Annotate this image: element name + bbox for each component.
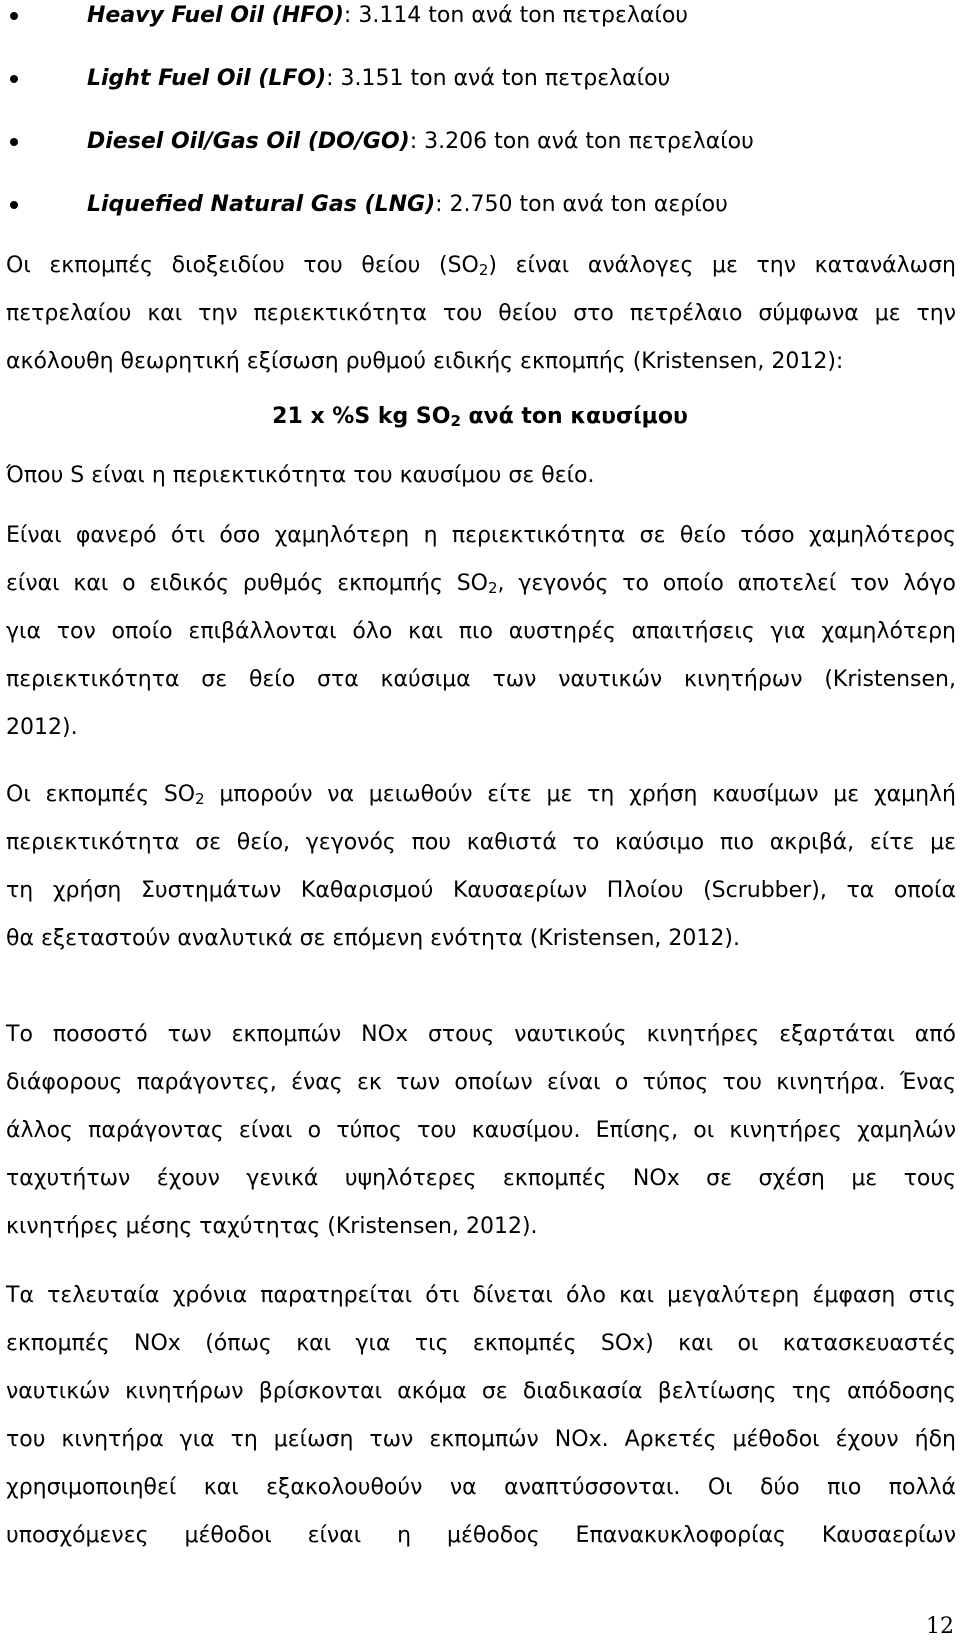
fuel-factor: : 2.750 ton ανά ton αερίου — [435, 192, 728, 217]
bullet-icon — [10, 138, 18, 146]
bullet-icon — [10, 201, 18, 209]
bullet-icon — [10, 75, 18, 83]
emission-formula: 21 x %S kg $SO_2$ ανά ton καυσίμου — [272, 404, 688, 430]
page-number: 12 — [926, 1614, 954, 1639]
fuel-factor: : 3.114 ton ανά ton πετρελαίου — [343, 3, 689, 28]
low-sulfur-paragraph: Είναι φανερό ότι όσο χαμηλότερη η περιεκτικότητα σε θείο τόσο χαμηλότερος είναι και ο ειδικός ρυθμός εκπομπής $SO_2$, γεγονός το οποίο αποτελεί τον λόγο για τον οποίο επιβάλλονται όλο και πιο αυστηρές απαιτήσεις για χαμηλότερη περιεκτικότητα σε θείο στα καύσιμα των ναυτικών κινητήρων (Kristensen, 2012). — [6, 523, 956, 740]
sulfur-definition: Όπου S είναι η περιεκτικότητα του καυσίμου σε θείο. — [6, 463, 595, 488]
fuel-name: Diesel Oil/Gas Oil (DO/GO) — [87, 129, 410, 154]
bullet-icon — [10, 12, 18, 20]
fuel-name: Heavy Fuel Oil (HFO) — [87, 3, 344, 28]
nox-paragraph: Το ποσοστό των εκπομπών NOx στους ναυτικούς κινητήρες εξαρτάται από διάφορους παράγοντες, ένας εκ των οποίων είναι ο τύπος του κινητήρα. Ένας άλλος παράγοντας είναι ο τύπος του καυσίμου. Επίσης, οι κινητήρες χαμηλών ταχυτήτων έχουν γενικά υψηλότερες εκπομπές NOx σε σχέση με τους κινητήρες μέσης ταχύτητας (Kristensen, 2012). — [6, 1022, 956, 1239]
so2-reduction-paragraph: Οι εκπομπές $SO_2$ μπορούν να μειωθούν είτε με τη χρήση καυσίμων με χαμηλή περιεκτικότητα σε θείο, γεγονός που καθιστά το καύσιμο πιο ακριβά, είτε με τη χρήση Συστημάτων Καθαρισμού Καυσαερίων Πλοίου (Scrubber), τα οποία θα εξεταστούν αναλυτικά σε επόμενη ενότητα (Kristensen, 2012). — [6, 782, 956, 951]
fuel-name: Liquefied Natural Gas (LNG) — [87, 192, 436, 217]
recent-years-paragraph: Τα τελευταία χρόνια παρατηρείται ότι δίνεται όλο και μεγαλύτερη έμφαση στις εκπομπές NOx (όπως και για τις εκπομπές SOx) και οι κατασκευαστές ναυτικών κινητήρων βρίσκονται ακόμα σε διαδικασία βελτίωσης της απόδοσης του κινητήρα για τη μείωση των εκπομπών NOx. Αρκετές μέθοδοι έχουν ήδη χρησιμοποιηθεί και εξακολουθούν να αναπτύσσονται. Οι δύο πιο πολλά υποσχόμενες μέθοδοι είναι η μέθοδος Επανακυκλοφορίας Καυσαερίων — [6, 1283, 956, 1548]
fuel-factor: : 3.206 ton ανά ton πετρελαίου — [409, 129, 754, 154]
fuel-name: Light Fuel Oil (LFO) — [87, 66, 327, 91]
so2-intro-paragraph: Οι εκπομπές διοξειδίου του θείου $(SO_2)$ είναι ανάλογες με την κατανάλωση πετρελαίου και την περιεκτικότητα του θείου στο πετρέλαιο σύμφωνα με την ακόλουθη θεωρητική εξίσωση ρυθμού ειδικής εκπομπής (Kristensen, 2012): — [6, 253, 956, 374]
fuel-factor: : 3.151 ton ανά ton πετρελαίου — [326, 66, 671, 91]
